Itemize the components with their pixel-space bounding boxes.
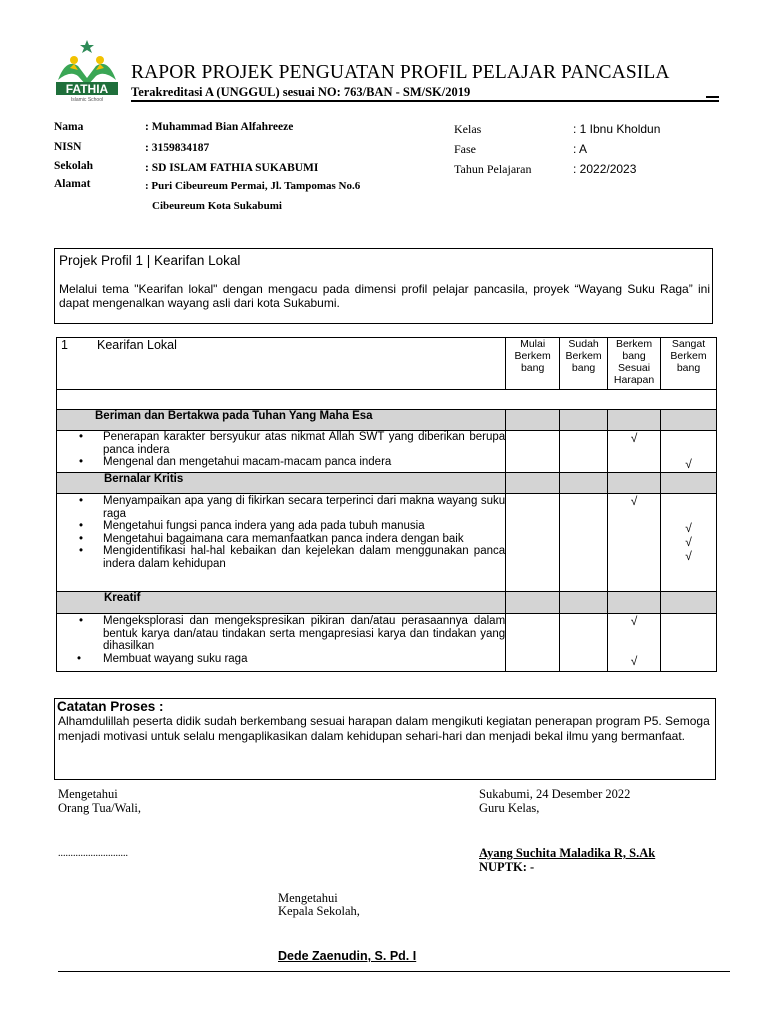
tahun-label: Tahun Pelajaran [454,162,532,176]
list-item: • Mengetahui fungsi panca indera yang ada pada tubuh manusia [79,520,425,533]
item-text: Penerapan karakter bersyukur atas nikmat Allah SWT yang diberikan berupa panca indera [103,431,506,456]
section-title: Bernalar Kritis [57,473,506,494]
report-title: RAPOR PROJEK PENGUATAN PROFIL PELAJAR PANCASILA [131,62,670,83]
parent-signature-line: ............................ [58,848,128,859]
check-mark: √ [685,535,692,549]
item-text: Menyampaikan apa yang di fikirkan secara terperinci dari makna wayang suku raga [103,495,506,520]
section-items-row [57,494,717,592]
col-berkembang-sesuai-harapan: Berkem bang Sesuai Harapan [608,338,661,390]
col-sudah-berkembang: Sudah Berkem bang [560,338,608,390]
list-item: • Penerapan karakter bersyukur atas nikmat Allah SWT yang diberikan berupa panca indera [79,431,506,456]
alamat-label: Alamat [54,178,91,190]
parent-acknowledge: Mengetahui [58,787,118,801]
list-item: • Mengeksplorasi dan mengekspresikan pikiran dan/atau perasaannya dalam bentuk karya dan/atau tindakan serta mengapresiasi karya dan tindakan yang dihasilkan [79,615,506,653]
fase-label: Fase [454,142,476,156]
teacher-nuptk: NUPTK: - [479,860,535,874]
check-mark: √ [685,457,692,471]
kelas-label: Kelas [454,122,482,136]
check-mark: √ [685,549,692,563]
head-role: Kepala Sekolah, [278,904,360,918]
check-mark: √ [630,614,638,628]
item-text: Mengeksplorasi dan mengekspresikan pikiran dan/atau perasaannya dalam bentuk karya dan/atau tindakan serta mengapresiasi karya dan tindakan yang dihasilkan [103,615,506,653]
teacher-role: Guru Kelas, [479,801,540,815]
section-items-row [57,614,717,672]
parent-role: Orang Tua/Wali, [58,801,142,815]
notes-title: Catatan Proses : [57,699,164,714]
list-item: • Menyampaikan apa yang di fikirkan secara terperinci dari makna wayang suku raga [79,495,506,520]
accreditation-subtitle: Terakreditasi A (UNGGUL) sesuai NO: 763/BAN - SM/SK/2019 [131,85,471,99]
fase-value: : A [573,142,588,156]
nama-value: : Muhammad Bian Alfahreeze [145,121,294,133]
check-mark: √ [685,521,692,535]
theme-number: 1 [61,338,68,352]
section-row [57,410,717,431]
item-text: Mengetahui bagaimana cara memanfaatkan panca indera dengan baik [103,532,464,545]
head-acknowledge: Mengetahui [278,891,338,905]
place-date: Sukabumi, 24 Desember 2022 [479,787,631,801]
item-text: Membuat wayang suku raga [103,652,248,665]
alamat-value-line2: Cibeureum Kota Sukabumi [152,200,282,212]
list-item: • Membuat wayang suku raga [77,652,248,665]
sekolah-value: : SD ISLAM FATHIA SUKABUMI [145,162,319,174]
section-title: Kreatif [57,592,506,614]
col-mulai-berkembang: Mulai Berkem bang [506,338,560,390]
section-row [57,473,717,494]
teacher-name: Ayang Suchita Maladika R, S.Ak [479,846,656,860]
project-description: Melalui tema "Kearifan lokal" dengan mengacu pada dimensi profil pelajar pancasila, proyek “Wayang Suku Raga” ini dapat mengenalkan wayang asli dari kota Sukabumi. [59,282,710,310]
section-items-row [57,431,717,473]
theme-title: Kearifan Lokal [97,338,177,352]
head-name: Dede Zaenudin, S. Pd. I [278,949,417,963]
notes-text: Alhamdulillah peserta didik sudah berkembang sesuai harapan dalam mengikuti kegiatan penerapan program P5. Semoga menjadi motivasi untuk selalu mengaplikasikan dalam kehidupan sehari-hari dan menjadi bekal ilmu yang bermanfaat. [58,714,710,743]
nama-label: Nama [54,121,84,133]
tahun-value: : 2022/2023 [573,162,637,176]
list-item: • Mengenal dan mengetahui macam-macam panca indera [79,456,392,469]
school-logo [52,40,122,102]
sekolah-label: Sekolah [54,160,93,172]
item-text: Mengenal dan mengetahui macam-macam panca indera [103,456,392,469]
kelas-value: : 1 Ibnu Kholdun [573,122,661,136]
item-text: Mengetahui fungsi panca indera yang ada pada tubuh manusia [103,520,425,533]
list-item: • Mengetahui bagaimana cara memanfaatkan panca indera dengan baik [79,532,464,545]
list-item: • Mengidentifikasi hal-hal kebaikan dan kejelekan dalam menggunakan panca indera dalam kehidupan [79,545,506,570]
theme-cell [57,338,506,390]
check-mark: √ [630,494,638,508]
table-spacer-row [57,390,717,410]
nisn-value: : 3159834187 [145,142,210,154]
section-row [57,592,717,614]
alamat-value: : Puri Cibeureum Permai, Jl. Tampomas No.6 [145,180,361,192]
header-divider-accent [706,96,719,98]
header-divider [131,100,719,102]
item-text: Mengidentifikasi hal-hal kebaikan dan kejelekan dalam menggunakan panca indera dalam kehidupan [103,545,506,570]
check-mark: √ [630,431,638,445]
footer-divider [58,971,730,972]
assessment-table [56,337,717,672]
nisn-label: NISN [54,141,82,153]
check-mark: √ [630,654,638,668]
col-sangat-berkembang: Sangat Berkem bang [661,338,717,390]
table-header-row [57,338,717,390]
project-title: Projek Profil 1 | Kearifan Lokal [59,253,241,268]
logo-text: FATHIA [65,82,109,96]
logo-subtext: Islamic School [70,97,104,102]
section-title: Beriman dan Bertakwa pada Tuhan Yang Maha Esa [57,410,506,431]
